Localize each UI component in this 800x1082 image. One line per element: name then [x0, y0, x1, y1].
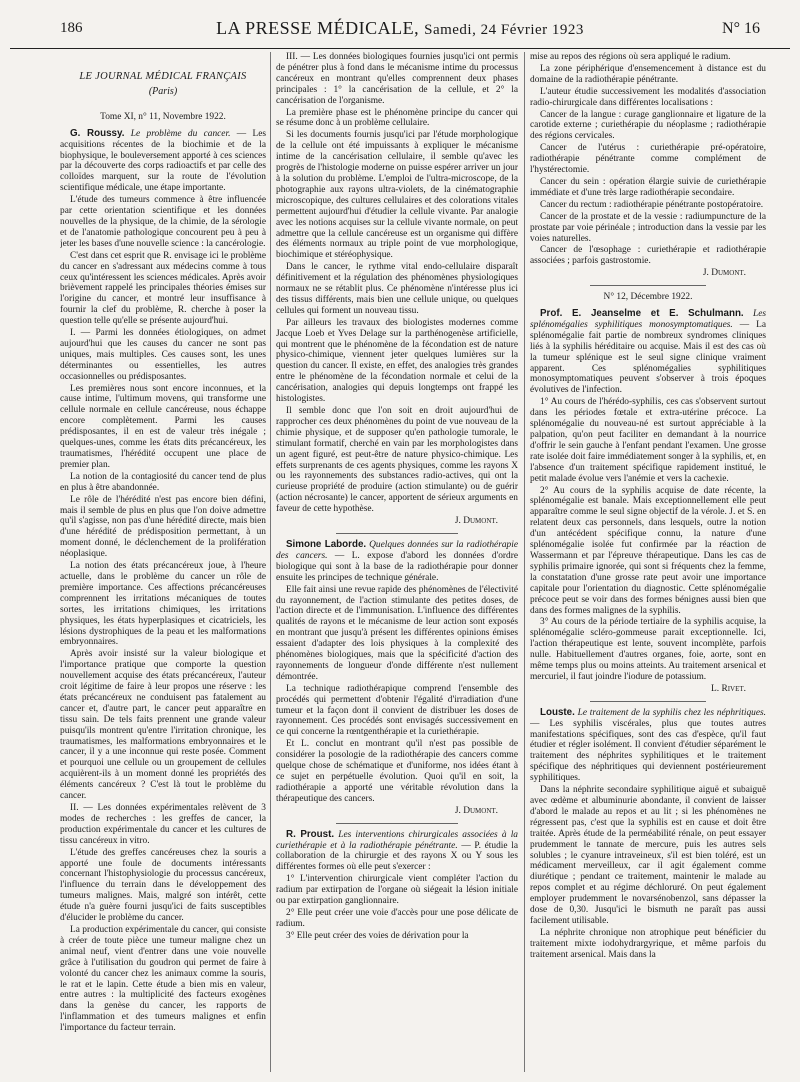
paragraph: La notion des états précancéreux joue, à l'heure actuelle, dans le problème du cancer un rôle de première importance. Ces affections précancéreuses comprennent les irritations mécaniques de toutes sortes, les irritations chimiques, les irritations physiques, les états hyperplasiques et cicatriciels, les lésions dystrophiques de la peau et les malformations embryonnaires. — [60, 561, 266, 648]
tome-line: Tome XI, n° 11, Novembre 1922. — [100, 111, 226, 122]
paragraph: — La splénomégalie fait partie de nombreux syndromes cliniques liés à la syphilis héréditaire ou acquise. Mais il est des cas où la tumeur splénique est le seul signe clinique vraiment apparent. Ces splénomégalies syphilitiques monosymptomatiques peuvent s'observer à trois époques évolutives de l'infection. — [530, 319, 766, 396]
paragraph: L'étude des tumeurs commence à être influencée par cette orientation scientifique et les données nouvelles de la physique, de la chimie, de la sérologie et de l'anatomie pathologique concourent peu à peu à jeter les bases d'une nouvelle science : la cancérologie. — [60, 195, 266, 249]
article-author: Simone Laborde. — [286, 538, 367, 550]
paragraph: La première phase est le phénomène principe du cancer qui se résume donc à un problème cellulaire. — [276, 107, 518, 129]
paragraph: Cancer du sein : opération élargie suivie de curiethérapie immédiate et d'une très large radiothérapie secondaire. — [530, 176, 766, 198]
paragraph: 3° Elle peut créer des voies de dérivation pour la — [286, 930, 469, 941]
article-laborde-intro — [276, 540, 518, 584]
signature: J. Dumont. — [454, 805, 498, 816]
article-title: Le traitement de la syphilis chez les néphritiques. — [577, 707, 766, 718]
column-rule-2 — [524, 52, 525, 1072]
paragraph: I. — Parmi les données étiologiques, on admet aujourd'hui que les causes du cancer ne sont pas uniques, mais multiples. Ces causes sont, les unes déterminantes ou essentielles, les autres occasionnelles ou prédisposantes. — [60, 328, 266, 382]
page-header — [10, 12, 790, 49]
signature: J. Dumont. — [702, 268, 746, 279]
page-number: 186 — [60, 20, 83, 36]
column-2 — [276, 52, 518, 1078]
paragraph: Dans le cancer, le rythme vital endo-cellulaire disparaît définitivement et la régulation des phénomènes physiologiques normaux ne se rétablit plus. Ce phénomène n'intéresse plus ici des tissus différents, mais bien une cellule unique, ou quelques cellules qui forment un nouveau tissu. — [276, 262, 518, 316]
issue-date: Samedi, 24 Février 1923 — [424, 22, 584, 38]
column-3 — [530, 52, 766, 1078]
paragraph: L'étude des greffes cancéreuses chez la souris a apporté une foule de documents intéressants concernant l'histophysiologie du processus cancéreux, l'influence du terrain dans le développement des tumeurs malignes. Mais, malgré son intérêt, cette étude n'a guère fourni jusqu'ici de faits susceptibles d'élucider le problème du cancer. — [60, 847, 266, 924]
paragraph: Les premières nous sont encore inconnues, et la cause intime, l'ultimum movens, qui transforme une cellule normale en cellule cancéreuse, nous échappe encore complètement. Parmi les causes prédisposantes, il en est de valeur très inégale ; quelques-unes, comme les états dits précancéreux, les traumatismes, l'hérédité occupent une place de premier plan. — [60, 383, 266, 470]
paragraph: 1° Au cours de l'hérédo-syphilis, ces cas s'observent surtout dans les périodes fœtale et extra-utérine précoce. La splénomégalie du nouveau-né est surtout appréciable à la palpation, qu'on peut faciliter en demandant à la nourrice d'offrir le sein gauche à l'enfant pendant l'examen. Une grosse rate isolée doit faire immédiatement songer à la syphilis, et, en l'absence d'un traitement spécifique rapidement institué, le petit malade évolue vers l'anémie et vers la cachexie. — [530, 397, 766, 484]
paragraph: II. — Les données expérimentales relèvent de 3 modes de recherches : les greffes de cancer, la production expérimentale du cancer et les cultures de tissu cancéreux in vitro. — [60, 803, 266, 846]
paragraph: 1° L'intervention chirurgicale vient compléter l'action du radium par extirpation de l'organe où siégeait la lésion initiale ou par extirpation ganglionnaire. — [276, 874, 518, 907]
issue-dateline: N° 12, Décembre 1922. — [603, 292, 693, 303]
paragraph: Si les documents fournis jusqu'ici par l'étude morphologique de la cellule ont été impuissants à expliquer le mécanisme intime de la cancérisation cellulaire, il semble qu'avec les progrès de l'histologie moderne on puisse espérer arriver un jour à la solution du problème. L'emploi de l'ultra-microscope, de la photographie aux rayons ultra-violets, de la cinématographie microscopique, des cultures cellulaires et des colorations vitales permettent aujourd'hui d'étudier la cellule vivante. Par analogie avec les notions acquises sur la cellule vivante normale, on peut admettre que la cellule cancéreuse est un organisme qui diffère des éléments normaux au triple point de vue morphologique, biochimique et stéréophysique. — [276, 130, 518, 261]
paragraph: La néphrite chronique non atrophique peut bénéficier du traitement mixte iodohydrargyrique, et même parfois du traitement arsenical. Mais dans la — [530, 927, 766, 960]
paragraph: Cancer de l'œsophage : curiethérapie et radiothérapie associées ; parfois gastrostomie. — [530, 245, 766, 267]
article-author: G. Roussy. — [70, 127, 125, 139]
paragraph: Dans la néphrite secondaire syphilitique aiguë et subaiguë avec œdème et albuminurie abondante, il convient de laisser d'abord le malade au repos et au lit ; si les phénomènes ne régressent pas, c'est que la syphilis est en cause et doit être traitée. Après étude de la perméabilité rénale, on peut essayer prudemment le tannate de mercure, puis les autres sels solubles ; le cyanure intraveineux, s'il est bien toléré, est un médicament merveilleux, car il agit également comme diurétique ; pendant ce traitement, maintenir le malade au repos complet et au régime déchloruré. On peut également employer prudemment le novarsénobenzol, sans dépasser la dose de 0,30. Jusqu'ici le bismuth ne paraît pas aussi facilement utilisable. — [530, 785, 766, 926]
paragraph: — P. étudie la collaboration de la chirurgie et des rayons X ou Y sous les différentes formes où elle peut s'exercer : — [276, 840, 518, 873]
issue-number: N° 16 — [722, 20, 760, 37]
article-title: Les interventions chirurgicales associées à la curiethérapie et à la radiothérapie pénétrante. — [276, 829, 518, 851]
paragraph: Cancer de la langue : curage ganglionnaire et ligature de la carotide externe ; curiethérapie du néoplasme ; radiothérapie des régions cervicales. — [530, 109, 766, 142]
reviewed-journal-title: LE JOURNAL MÉDICAL FRANÇAIS — [79, 71, 247, 82]
reviewed-journal-place: (Paris) — [148, 85, 178, 97]
article-proust-intro — [276, 830, 518, 874]
paragraph: 3° Au cours de la période tertiaire de la syphilis acquise, la splénomégalie scléro-gommeuse parait exceptionnelle. Ici, l'action thérapeutique est lente, souvent incomplète, parfois nulle. Habituellement d'autres organes, foie, aorte, sont en même temps plus ou moins atteints. Au traitement arsenical et mercuriel, il faut joindre l'iodure de potassium. — [530, 617, 766, 682]
paragraph: Le rôle de l'hérédité n'est pas encore bien défini, mais il semble de plus en plus que l'on doive admettre qu'il s'agisse, non pas d'une hérédité directe, mais bien d'une hérédité de prédisposition permettant, à un moment donné, le déclenchement de la prolifération néoplasique. — [60, 494, 266, 560]
paragraph: Cancer du rectum : radiothérapie pénétrante postopératoire. — [540, 199, 764, 210]
paragraph: Il semble donc que l'on soit en droit aujourd'hui de rapprocher ces deux phénomènes du point de vue nouveau de la chimie physique, et de supposer qu'en pathologie tumorale, le stimulant formatif, cherché en vain par les morphologistes dans un agent figuré, est peut-être de nature physico-chimique. Les effets surprenants de ces agents physiques, comme les rayons X ou les rayonnements des substances radio-actives, qui ont la curieuse propriété de produire (action stimulante) ou de guérir (action nécrosante) le cancer, apportent de sérieux arguments en faveur de cette hypothèse. — [276, 406, 518, 515]
article-roussy-intro — [60, 129, 266, 194]
signature: L. Rivet. — [711, 683, 746, 694]
paragraph: 2° Elle peut créer une voie d'accès pour une pose délicate de radium. — [276, 907, 518, 929]
paragraph: C'est dans cet esprit que R. envisage ici le problème du cancer en s'adressant aux médecins comme à tous ceux qu'intéressent les sciences médicales. Après avoir brièvement rappelé les principales théories émises sur l'origine du cancer, et montré leur insuffisance à fournir la clef du problème, R. cherche à poser la question telle qu'elle se présente aujourd'hui. — [60, 250, 266, 327]
masthead — [10, 18, 790, 39]
article-separator — [590, 285, 706, 286]
paragraph: La production expérimentale du cancer, qui consiste à créer de toute pièce une tumeur maligne chez un animal neuf, vient d'entrer dans une voie nouvelle grâce à l'utilisation du goudron qui permet de faire à volonté du cancer chez les animaux comme la souris, le rat et le lapin. Cette étude a bien mis en valeur, entre autres : la multiplicité des facteurs exogènes dans la genèse du cancer, les rapports de l'inflammation et des tumeurs malignes et enfin l'importance du facteur terrain. — [60, 924, 266, 1034]
article-author: Prof. E. Jeanselme et E. Schulmann. — [540, 308, 744, 320]
article-separator — [336, 823, 458, 824]
paragraph: III. — Les données biologiques fournies jusqu'ici ont permis de pénétrer plus à fond dans le mécanisme intime du processus cancéreux en montrant qu'elles comprennent deux phases principales : 1° la cancérisation de la cellule, et 2° la cancérisation de l'organisme. — [276, 52, 518, 106]
paragraph: La technique radiothérapique comprend l'ensemble des procédés qui permettent d'obtenir l'égalité d'irradiation d'une tumeur et la façon dont il convient de distribuer les doses de rayonnement. Ces procédés sont envisagés successivement en ce qui concerne la rœntgenthérapie et la curiethérapie. — [276, 683, 518, 738]
article-separator — [590, 701, 706, 702]
paragraph: Et L. conclut en montrant qu'il n'est pas possible de considérer la posologie de la radiothérapie des cancers comme quelque chose de schématique et d'uniforme, nos idées étant à ce sujet en perpétuelle évolution. Quoi qu'il en soit, la radiothérapie a apporté une véritable révolution dans la thérapeutique des cancers. — [276, 739, 518, 804]
paragraph: Après avoir insisté sur la valeur biologique et l'importance pratique que comporte la question nouvellement acquise des états précancéreux, l'auteur croit légitime de faire à leur propos une réserve : les états précancéreux ne conduisent pas fatalement au cancer et, d'autre part, le cancer peut apparaître en tissu sain. De tels faits prennent une grande valeur puisqu'ils montrent qu'entre l'irritation chronique, les traumatismes, les malformations embryonnaires et le cancer, il y a une inconnue qui reste posée. Comment et pourquoi une cellule ou un groupement de cellules acquièrent-ils à un moment donné les propriétés des éléments cancéreux ? C'est là tout le problème du cancer. — [60, 649, 266, 802]
article-title: Quelques données sur la radiothérapie des cancers. — [276, 539, 518, 561]
article-title: Les splénomégalies syphilitiques monosymptomatiques. — [530, 309, 766, 330]
journal-name: LA PRESSE MÉDICALE, — [216, 18, 420, 38]
article-author: R. Proust. — [286, 828, 335, 840]
article-author: Louste. — [540, 706, 575, 718]
paragraph: La notion de la contagiosité du cancer tend de plus en plus à être abandonnée. — [60, 471, 266, 493]
paragraph: L'auteur étudie successivement les modalités d'association radio-chirurgicale dans différentes localisations : — [530, 86, 766, 108]
paragraph: La zone périphérique d'ensemencement à distance est du domaine de la radiothérapie pénétrante. — [530, 63, 766, 85]
column-1 — [60, 52, 266, 1078]
article-separator — [336, 533, 458, 534]
article-jeanselme-intro — [530, 309, 766, 396]
article-title: Le problème du cancer. — [130, 128, 231, 139]
paragraph: — Les acquisitions récentes de la biochimie et de la biophysique, le bouleversement apporté à ces sciences par la découverte des corps radioactifs et par celle des colloïdes marquent, sur la route de l'évolution scientifique médicale, une étape importante. — [60, 128, 266, 194]
paragraph: Par ailleurs les travaux des biologistes modernes comme Jacque Loeb et Yves Delage sur la parthénogenèse artificielle, qui montrent que le phénomène de la fécondation est de nature physico-chimique, viennent jeter quelques lumières sur la question du cancer. Il existe, en effet, des analogies très grandes entre le phénomène de la fécondation normale et celui de la cancérisation, analogies qui depuis longtemps ont frappé les histologistes. — [276, 317, 518, 405]
paragraph: Cancer de l'utérus : curiethérapie pré-opératoire, radiothérapie pénétrante comme complément de l'hystérectomie. — [530, 143, 766, 176]
paragraph: mise au repos des régions où sera appliqué le radium. — [530, 52, 731, 62]
column-rule-1 — [270, 52, 271, 1072]
paragraph: — L. expose d'abord les données d'ordre biologique qui sont à la base de la radiothérapie pour donner ensuite les principes de technique générale. — [276, 550, 518, 583]
article-louste-intro — [530, 708, 766, 784]
paragraph: 2° Au cours de la syphilis acquise de date récente, la splénomégalie est banale. Mais exceptionnellement elle peut apparaître comme le seul signe objectif de la vérole. J. et S. en relatent deux cas personnels, dans lesquels, outre la notion d'un antécédent spécifique connu, la nature d'une splénomégalie isolée fut confirmée par la réaction de Wassermann et par l'épreuve thérapeutique. Dans les cas de syphilis primaire ignorée, qui sont si fréquents chez la femme, la constatation d'une grosse rate peut avoir une importance capitale pour l'orientation du diagnostic. Cette splénomégalie précoce peut se voir dans des formes bénignes aussi bien que dans des formes malignes de la syphilis. — [530, 485, 766, 616]
paragraph: Cancer de la prostate et de la vessie : radiumpuncture de la prostate par voie périnéale ; introduction dans la vessie par les voies naturelles. — [530, 211, 766, 244]
paragraph: Elle fait ainsi une revue rapide des phénomènes de l'électivité du rayonnement, de l'action stimulante des petites doses, de l'action directe et de l'immunisation. L'influence des différentes qualités de rayons et le mécanisme de leur action sont exposés en montrant que jusqu'à présent les différentes opinions émises essaient d'adapter des lois physiques à la complexité des phénomènes biologiques, mais que la spécificité d'action des rayonnements de longueur d'onde différente n'est nullement démontrée. — [276, 584, 518, 682]
paragraph: — Les syphilis viscérales, plus que toutes autres manifestations spécifiques, sont des cas d'espèce, qu'il faut étudier et régler isolément. Il convient d'étudier séparément le traitement des néphrites syphilitiques et le traitement spécifique des néphritiques qui deviennent postérieurement syphilitiques. — [530, 718, 766, 784]
signature: J. Dumont. — [454, 516, 498, 527]
